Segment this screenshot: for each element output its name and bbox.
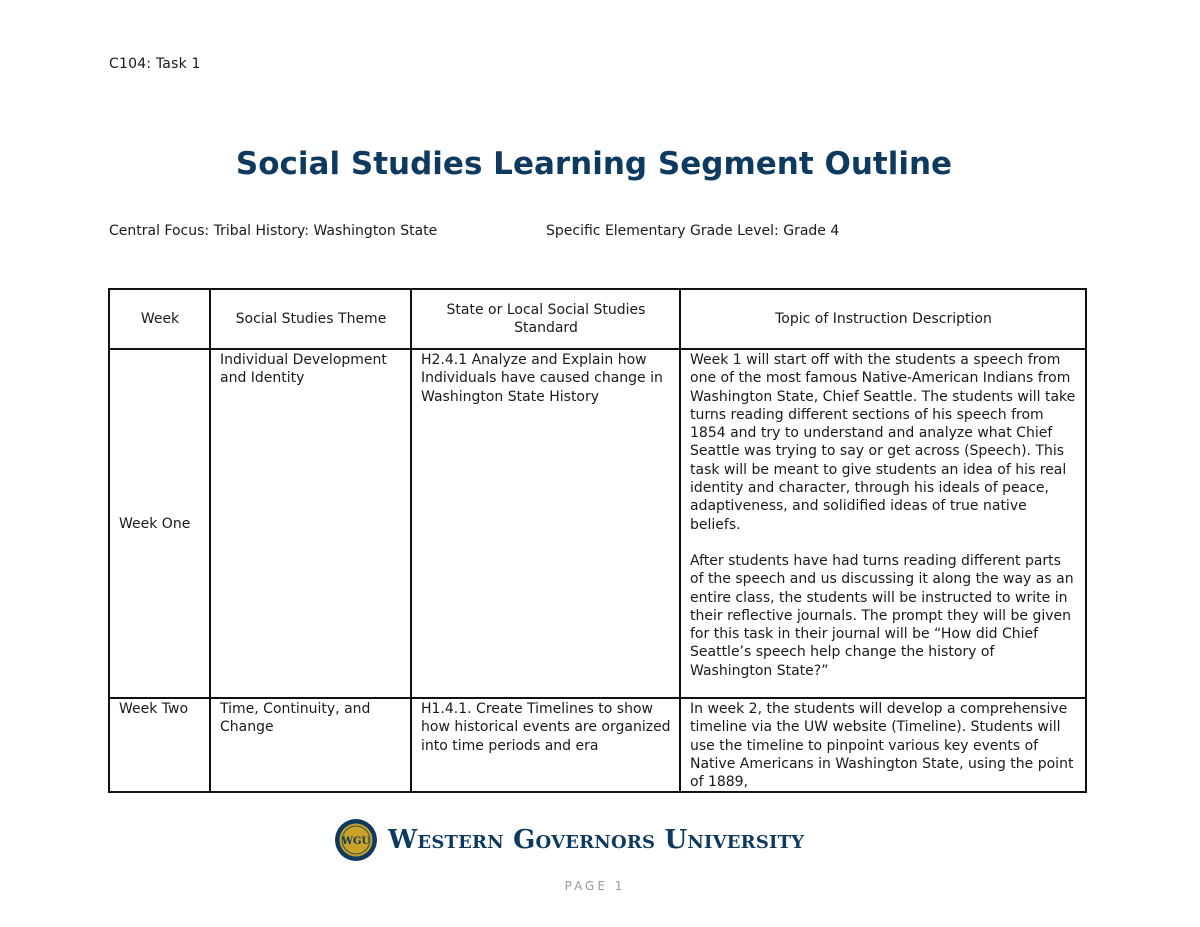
header-week: Week [109, 289, 210, 349]
central-focus: Central Focus: Tribal History: Washington State [109, 223, 438, 239]
page-number: PAGE 1 [564, 879, 626, 893]
header-standard: State or Local Social Studies Standard [411, 289, 680, 349]
topic-cell [680, 349, 1086, 698]
standard-cell: H1.4.1. Create Timelines to show how historical events are organized into time periods and era [411, 698, 680, 792]
theme-cell: Time, Continuity, and Change [210, 698, 411, 792]
grade-level: Specific Elementary Grade Level: Grade 4 [546, 223, 840, 239]
learning-segment-table [108, 288, 1087, 793]
seal-letters: WGU [341, 836, 371, 847]
topic-paragraph: Week 1 will start off with the students a speech from one of the most famous Native-American Indians from Washington State, Chief Seattle. The students will take turns reading different sections of his speech from 1854 and try to understand and analyze what Chief Seattle was trying to say or get across (Speech). This task will be meant to give students an idea of his real identity and character, through his ideals of peace, adaptiveness, and solidified ideas of true native beliefs. [690, 352, 1076, 533]
standard-cell: H2.4.1 Analyze and Explain how Individuals have caused change in Washington State History [411, 349, 680, 698]
header-task-label: C104: Task 1 [109, 56, 201, 72]
table-header-row [109, 289, 1086, 349]
topic-paragraph: After students have had turns reading different parts of the speech and us discussing it along the way as an entire class, the students will be instructed to write in their reflective journals. The prompt they will be given for this task in their journal will be “How did Chief Seattle’s speech help change the history of Washington State?” [690, 552, 1074, 679]
university-seal-icon [334, 818, 378, 862]
header-topic: Topic of Instruction Description [680, 289, 1086, 349]
logo-wordmark: Western Governors University [388, 825, 805, 855]
week-cell: Week One [109, 349, 210, 698]
theme-cell: Individual Development and Identity [210, 349, 411, 698]
topic-cell [680, 698, 1086, 792]
wgu-logo [334, 818, 804, 862]
header-theme: Social Studies Theme [210, 289, 411, 349]
page-title: Social Studies Learning Segment Outline [235, 146, 953, 182]
topic-paragraph: In week 2, the students will develop a comprehensive timeline via the UW website (Timeline). Students will use the timeline to pinpoint various key events of Native Americans in Washington State, using the point of 1889, [690, 701, 1074, 791]
week-cell: Week Two [109, 698, 210, 792]
table-row [109, 698, 1086, 792]
table-row [109, 349, 1086, 698]
